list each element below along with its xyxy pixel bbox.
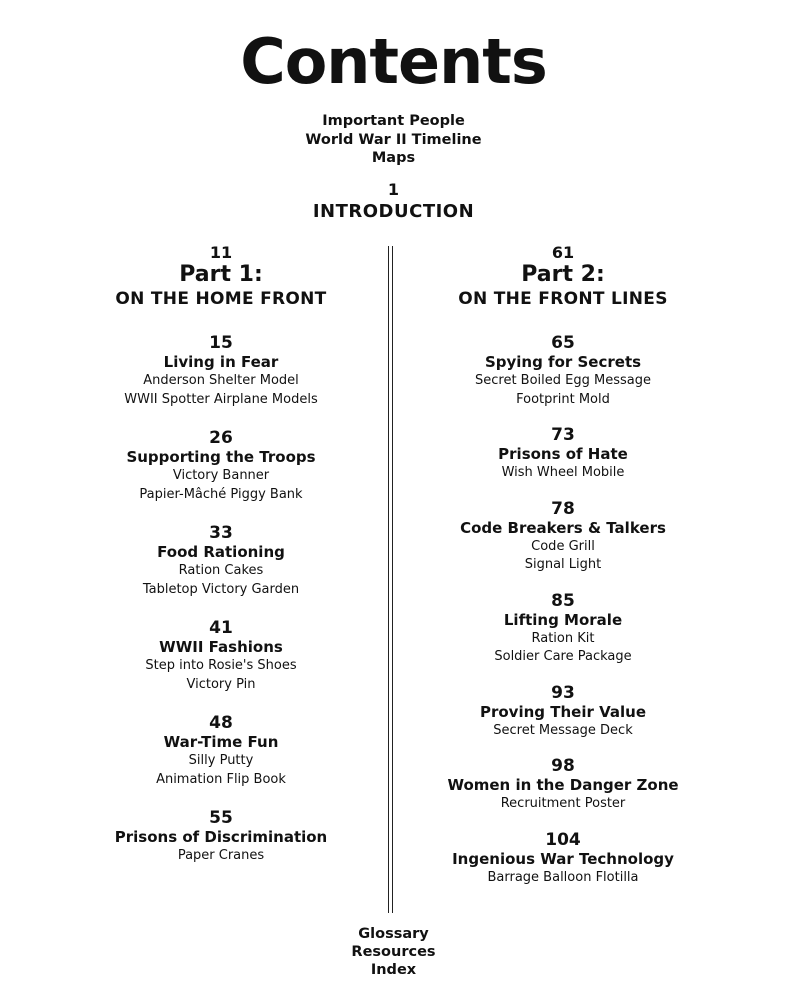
activity-item: Recruitment Poster bbox=[500, 796, 626, 811]
toc-link-index[interactable]: Index bbox=[370, 962, 417, 978]
part-label: Part 2: bbox=[521, 262, 605, 287]
activity-item: Papier-Mâché Piggy Bank bbox=[139, 486, 303, 502]
chapter-entry[interactable] bbox=[403, 592, 723, 667]
activity-item: Ration Cakes bbox=[178, 563, 264, 578]
page-number: 1 bbox=[387, 180, 400, 199]
chapter-title: INTRODUCTION bbox=[312, 201, 475, 222]
part-heading[interactable] bbox=[403, 244, 723, 310]
chapter-entry[interactable] bbox=[403, 757, 723, 814]
activity-item: Barrage Balloon Flotilla bbox=[487, 869, 639, 885]
part-2-column bbox=[403, 244, 723, 904]
chapter-page-number: 48 bbox=[209, 713, 233, 733]
chapter-page-number: 55 bbox=[209, 808, 233, 828]
chapter-title: WWII Fashions bbox=[159, 638, 283, 656]
part-1-column bbox=[61, 244, 381, 886]
chapter-title: Code Breakers & Talkers bbox=[460, 518, 666, 537]
part-page-number: 11 bbox=[209, 243, 233, 262]
chapter-entry[interactable] bbox=[403, 334, 723, 409]
chapter-entry[interactable] bbox=[403, 500, 723, 575]
activity-item: Footprint Mold bbox=[516, 391, 610, 407]
toc-link-important-people[interactable]: Important People bbox=[322, 113, 465, 129]
toc-link-resources[interactable]: Resources bbox=[351, 944, 436, 960]
part-label: Part 1: bbox=[179, 262, 263, 287]
activity-item: Step into Rosie's Shoes bbox=[145, 658, 297, 673]
chapter-title: Ingenious War Technology bbox=[452, 849, 674, 868]
chapter-entry[interactable] bbox=[403, 684, 723, 741]
toc-link-glossary[interactable]: Glossary bbox=[358, 926, 429, 942]
chapter-title: Women in the Danger Zone bbox=[447, 776, 679, 794]
chapter-page-number: 15 bbox=[209, 333, 233, 353]
activity-item: Animation Flip Book bbox=[156, 771, 286, 787]
column-divider bbox=[387, 246, 395, 913]
chapter-page-number: 93 bbox=[551, 682, 575, 703]
chapter-entry[interactable] bbox=[61, 714, 381, 789]
chapter-entry[interactable] bbox=[61, 524, 381, 599]
activity-item: Secret Message Deck bbox=[493, 722, 633, 738]
part-page-number: 61 bbox=[551, 243, 575, 262]
front-matter-list bbox=[0, 112, 787, 168]
activity-item: Ration Kit bbox=[531, 630, 595, 646]
chapter-title: War-Time Fun bbox=[163, 733, 279, 751]
chapter-page-number: 98 bbox=[551, 756, 575, 776]
activity-item: Soldier Care Package bbox=[494, 649, 632, 664]
activity-item: Victory Pin bbox=[186, 676, 256, 692]
page-title: Contents bbox=[240, 25, 547, 98]
chapter-title: Supporting the Troops bbox=[126, 448, 316, 466]
toc-link-maps[interactable]: Maps bbox=[371, 150, 416, 166]
activity-item: Silly Putty bbox=[188, 753, 254, 768]
chapter-page-number: 78 bbox=[551, 498, 575, 519]
chapter-list bbox=[403, 334, 723, 887]
chapter-entry[interactable] bbox=[61, 334, 381, 409]
chapter-title: Prisons of Hate bbox=[498, 445, 628, 463]
chapter-entry[interactable] bbox=[403, 831, 723, 888]
chapter-page-number: 73 bbox=[551, 425, 575, 445]
chapter-title: Lifting Morale bbox=[503, 610, 623, 629]
part-subtitle: ON THE FRONT LINES bbox=[458, 289, 668, 309]
chapter-title: Food Rationing bbox=[157, 543, 285, 561]
toc-introduction[interactable] bbox=[0, 180, 787, 224]
activity-item: WWII Spotter Airplane Models bbox=[124, 391, 318, 407]
activity-item: Victory Banner bbox=[172, 468, 270, 483]
chapter-page-number: 41 bbox=[209, 618, 233, 638]
chapter-page-number: 33 bbox=[209, 523, 233, 543]
chapter-page-number: 104 bbox=[545, 829, 581, 850]
chapter-title: Proving Their Value bbox=[479, 702, 646, 721]
part-subtitle: ON THE HOME FRONT bbox=[115, 289, 327, 309]
chapter-entry[interactable] bbox=[403, 426, 723, 483]
back-matter-list bbox=[0, 925, 787, 979]
activity-item: Paper Cranes bbox=[177, 848, 265, 863]
chapter-entry[interactable] bbox=[61, 619, 381, 694]
chapter-page-number: 26 bbox=[209, 428, 233, 448]
chapter-title: Spying for Secrets bbox=[484, 353, 642, 371]
chapter-title: Prisons of Discrimination bbox=[114, 828, 328, 846]
activity-item: Anderson Shelter Model bbox=[143, 373, 299, 388]
toc-link-timeline[interactable]: World War II Timeline bbox=[305, 131, 482, 148]
activity-item: Secret Boiled Egg Message bbox=[475, 373, 651, 388]
activity-item: Wish Wheel Mobile bbox=[501, 465, 625, 480]
part-heading[interactable] bbox=[61, 244, 381, 310]
chapter-page-number: 85 bbox=[551, 590, 575, 611]
chapter-title: Living in Fear bbox=[163, 353, 279, 371]
activity-item: Code Grill bbox=[531, 538, 595, 554]
chapter-list bbox=[61, 334, 381, 866]
activity-item: Signal Light bbox=[524, 557, 602, 572]
chapter-entry[interactable] bbox=[61, 429, 381, 504]
activity-item: Tabletop Victory Garden bbox=[142, 581, 300, 597]
chapter-entry[interactable] bbox=[61, 809, 381, 866]
chapter-page-number: 65 bbox=[551, 333, 575, 353]
